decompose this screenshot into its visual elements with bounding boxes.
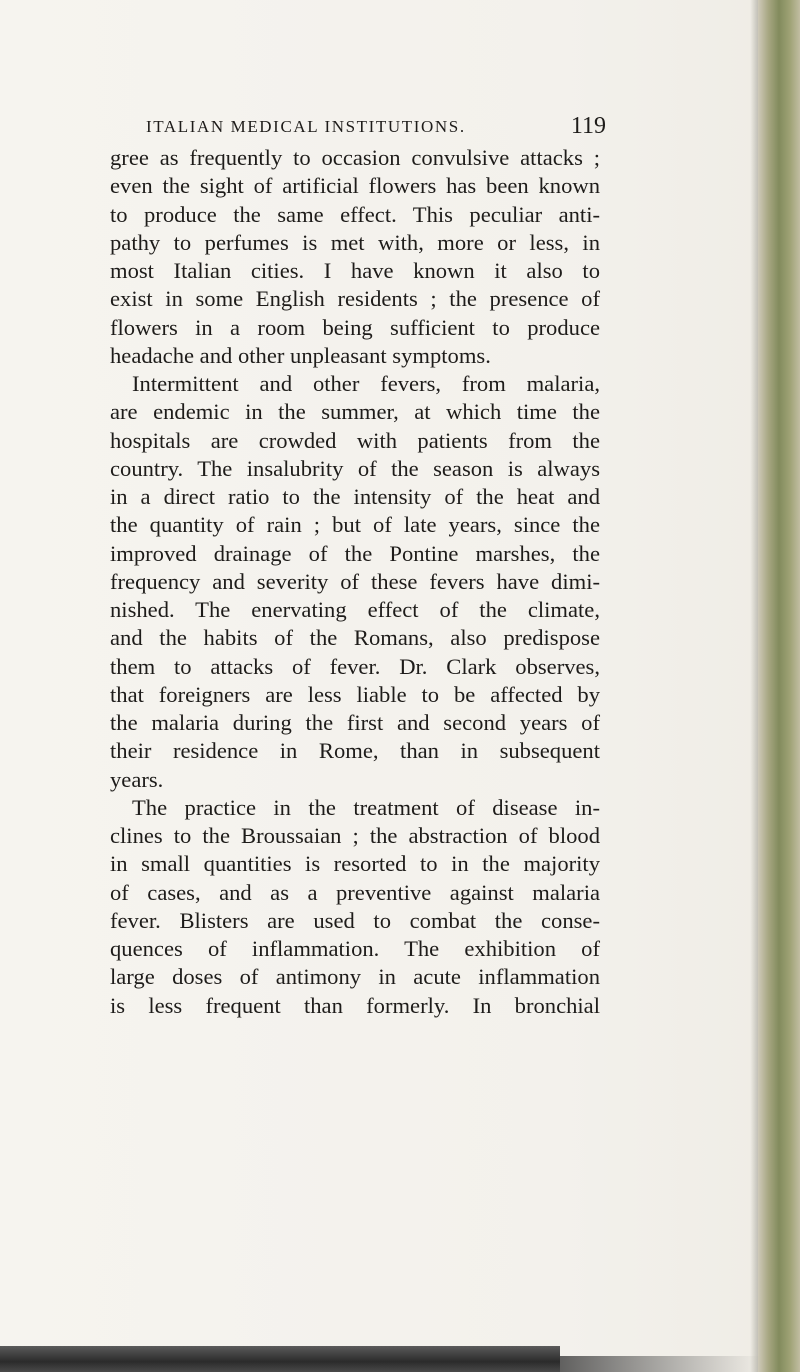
book-binding-edge [758,0,800,1372]
text-line: that foreigners are less liable to be affected by [110,681,600,707]
page-number: 119 [570,113,606,139]
scan-bottom-edge [0,1346,560,1372]
text-line: pathy to perfumes is met with, more or less, in [110,229,600,255]
text-line: quences of inflammation. The exhibition of [110,936,600,961]
text-line: to produce the same effect. This peculiar anti- [110,201,600,227]
text-line: the malaria during the first and second years of [110,710,600,735]
text-line: flowers in a room being sufficient to produce [110,314,600,340]
text-line: in a direct ratio to the intensity of the heat and [110,484,600,509]
text-line: Intermittent and other fevers, from malaria, [132,371,600,396]
text-line: large doses of antimony in acute inflammation [110,964,600,990]
binding-shadow [750,0,758,1372]
text-line: even the sight of artificial flowers has been known [110,173,600,199]
text-line: clines to the Broussaian ; the abstraction of blood [110,823,600,848]
running-head: ITALIAN MEDICAL INSTITUTIONS. [146,117,466,136]
text-line: improved drainage of the Pontine marshes, the [110,540,600,566]
scan-bottom-fade [560,1356,760,1372]
text-line: gree as frequently to occasion convulsive attacks ; [110,145,600,170]
page-header [146,112,606,142]
text-line: most Italian cities. I have known it also to [110,258,600,283]
text-line: of cases, and as a preventive against malaria [110,879,600,905]
text-line: hospitals are crowded with patients from the [110,427,600,453]
text-line: The practice in the treatment of disease in- [132,794,600,820]
text-line: fever. Blisters are used to combat the conse- [110,907,600,933]
body-text [110,144,600,1020]
text-line: them to attacks of fever. Dr. Clark observes, [110,653,600,679]
text-line: the quantity of rain ; but of late years, since the [110,512,600,538]
text-line: in small quantities is resorted to in the majority [110,851,600,877]
text-line: is less frequent than formerly. In bronchial [110,992,600,1018]
text-line: country. The insalubrity of the season is always [110,455,600,481]
text-line: years. [110,766,164,792]
text-line: and the habits of the Romans, also predispose [110,625,600,651]
text-line: their residence in Rome, than in subsequent [110,738,600,764]
text-line: headache and other unpleasant symptoms. [110,342,491,368]
text-line: exist in some English residents ; the presence of [110,286,600,312]
text-line: nished. The enervating effect of the climate, [110,597,600,622]
text-line: are endemic in the summer, at which time the [110,399,600,425]
text-line: frequency and severity of these fevers have dimi- [110,568,600,594]
